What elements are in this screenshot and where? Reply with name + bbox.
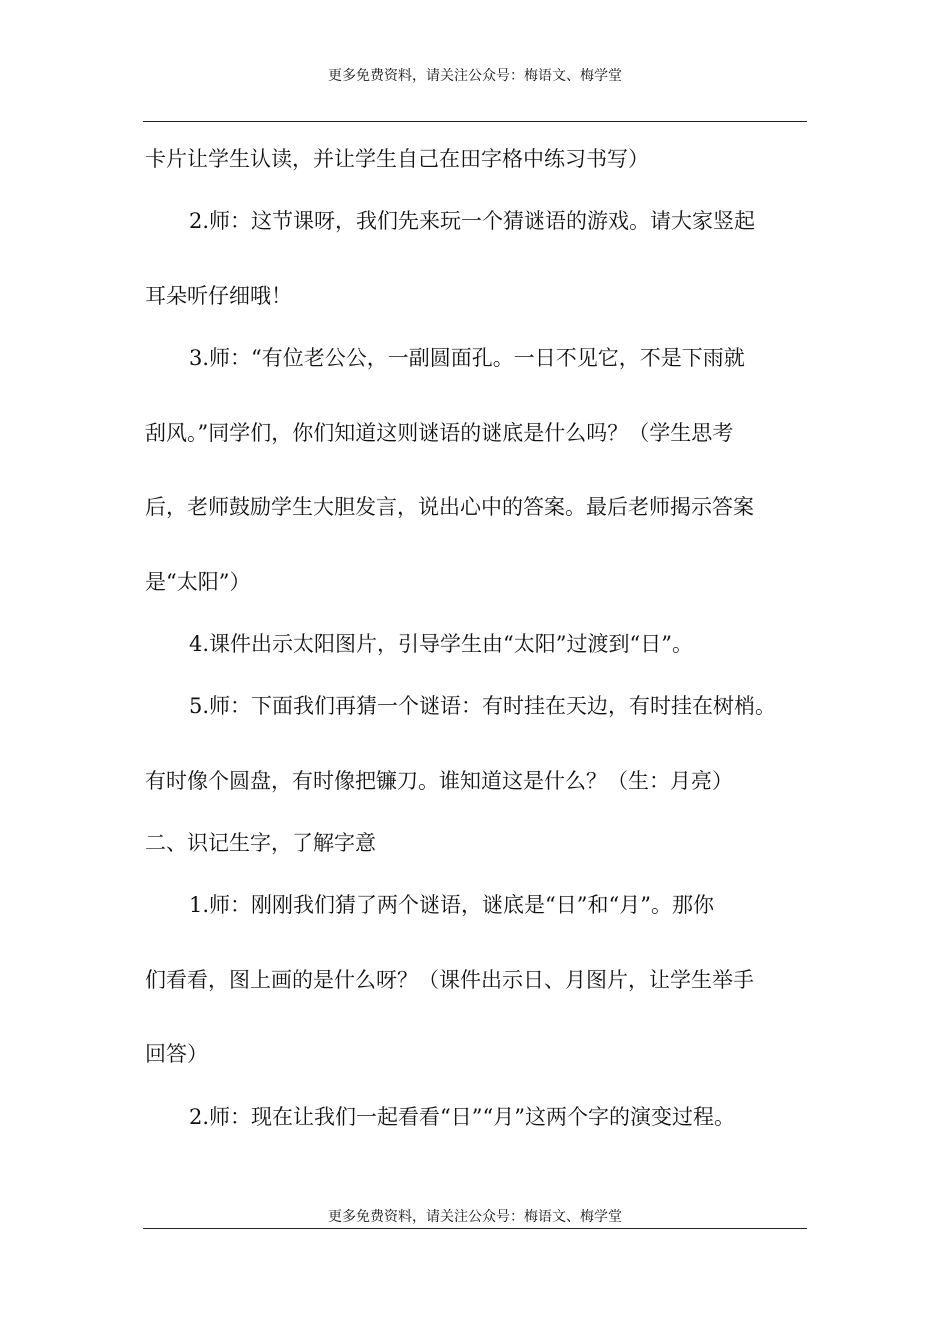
footer-rule <box>143 1228 807 1229</box>
body-line: 5.师：下面我们再猜一个谜语：有时挂在天边，有时挂在树梢。 <box>189 694 777 718</box>
body-line: 2.师：现在让我们一起看看“日”“月”这两个字的演变过程。 <box>189 1105 735 1129</box>
body-line: 刮风。”同学们，你们知道这则谜语的谜底是什么吗？（学生思考 <box>145 421 734 445</box>
body-line: 耳朵听仔细哦！ <box>145 284 292 308</box>
body-line: 后，老师鼓励学生大胆发言，说出心中的答案。最后老师揭示答案 <box>145 495 754 519</box>
page-header: 更多免费资料，请关注公众号：梅语文、梅学堂 <box>328 68 622 84</box>
page-footer: 更多免费资料，请关注公众号：梅语文、梅学堂 <box>328 1209 622 1225</box>
body-line: 4.课件出示太阳图片，引导学生由“太阳”过渡到“日”。 <box>189 632 693 656</box>
body-line: 卡片让学生认读，并让学生自己在田字格中练习书写） <box>145 147 649 171</box>
body-line: 们看看，图上画的是什么呀？（课件出示日、月图片，让学生举手 <box>145 968 754 992</box>
header-rule <box>143 121 807 122</box>
body-line: 回答） <box>145 1042 208 1066</box>
body-line: 2.师：这节课呀，我们先来玩一个猜谜语的游戏。请大家竖起 <box>189 209 756 233</box>
body-line: 有时像个圆盘，有时像把镰刀。谁知道这是什么？（生：月亮） <box>145 769 733 793</box>
body-line: 1.师：刚刚我们猜了两个谜语，谜底是“日”和“月”。那你 <box>189 893 714 917</box>
body-line: 3.师：“有位老公公，一副圆面孔。一日不见它，不是下雨就 <box>189 346 745 370</box>
body-line: 是“太阳”） <box>145 570 251 594</box>
section-heading: 二、识记生字，了解字意 <box>145 831 376 855</box>
